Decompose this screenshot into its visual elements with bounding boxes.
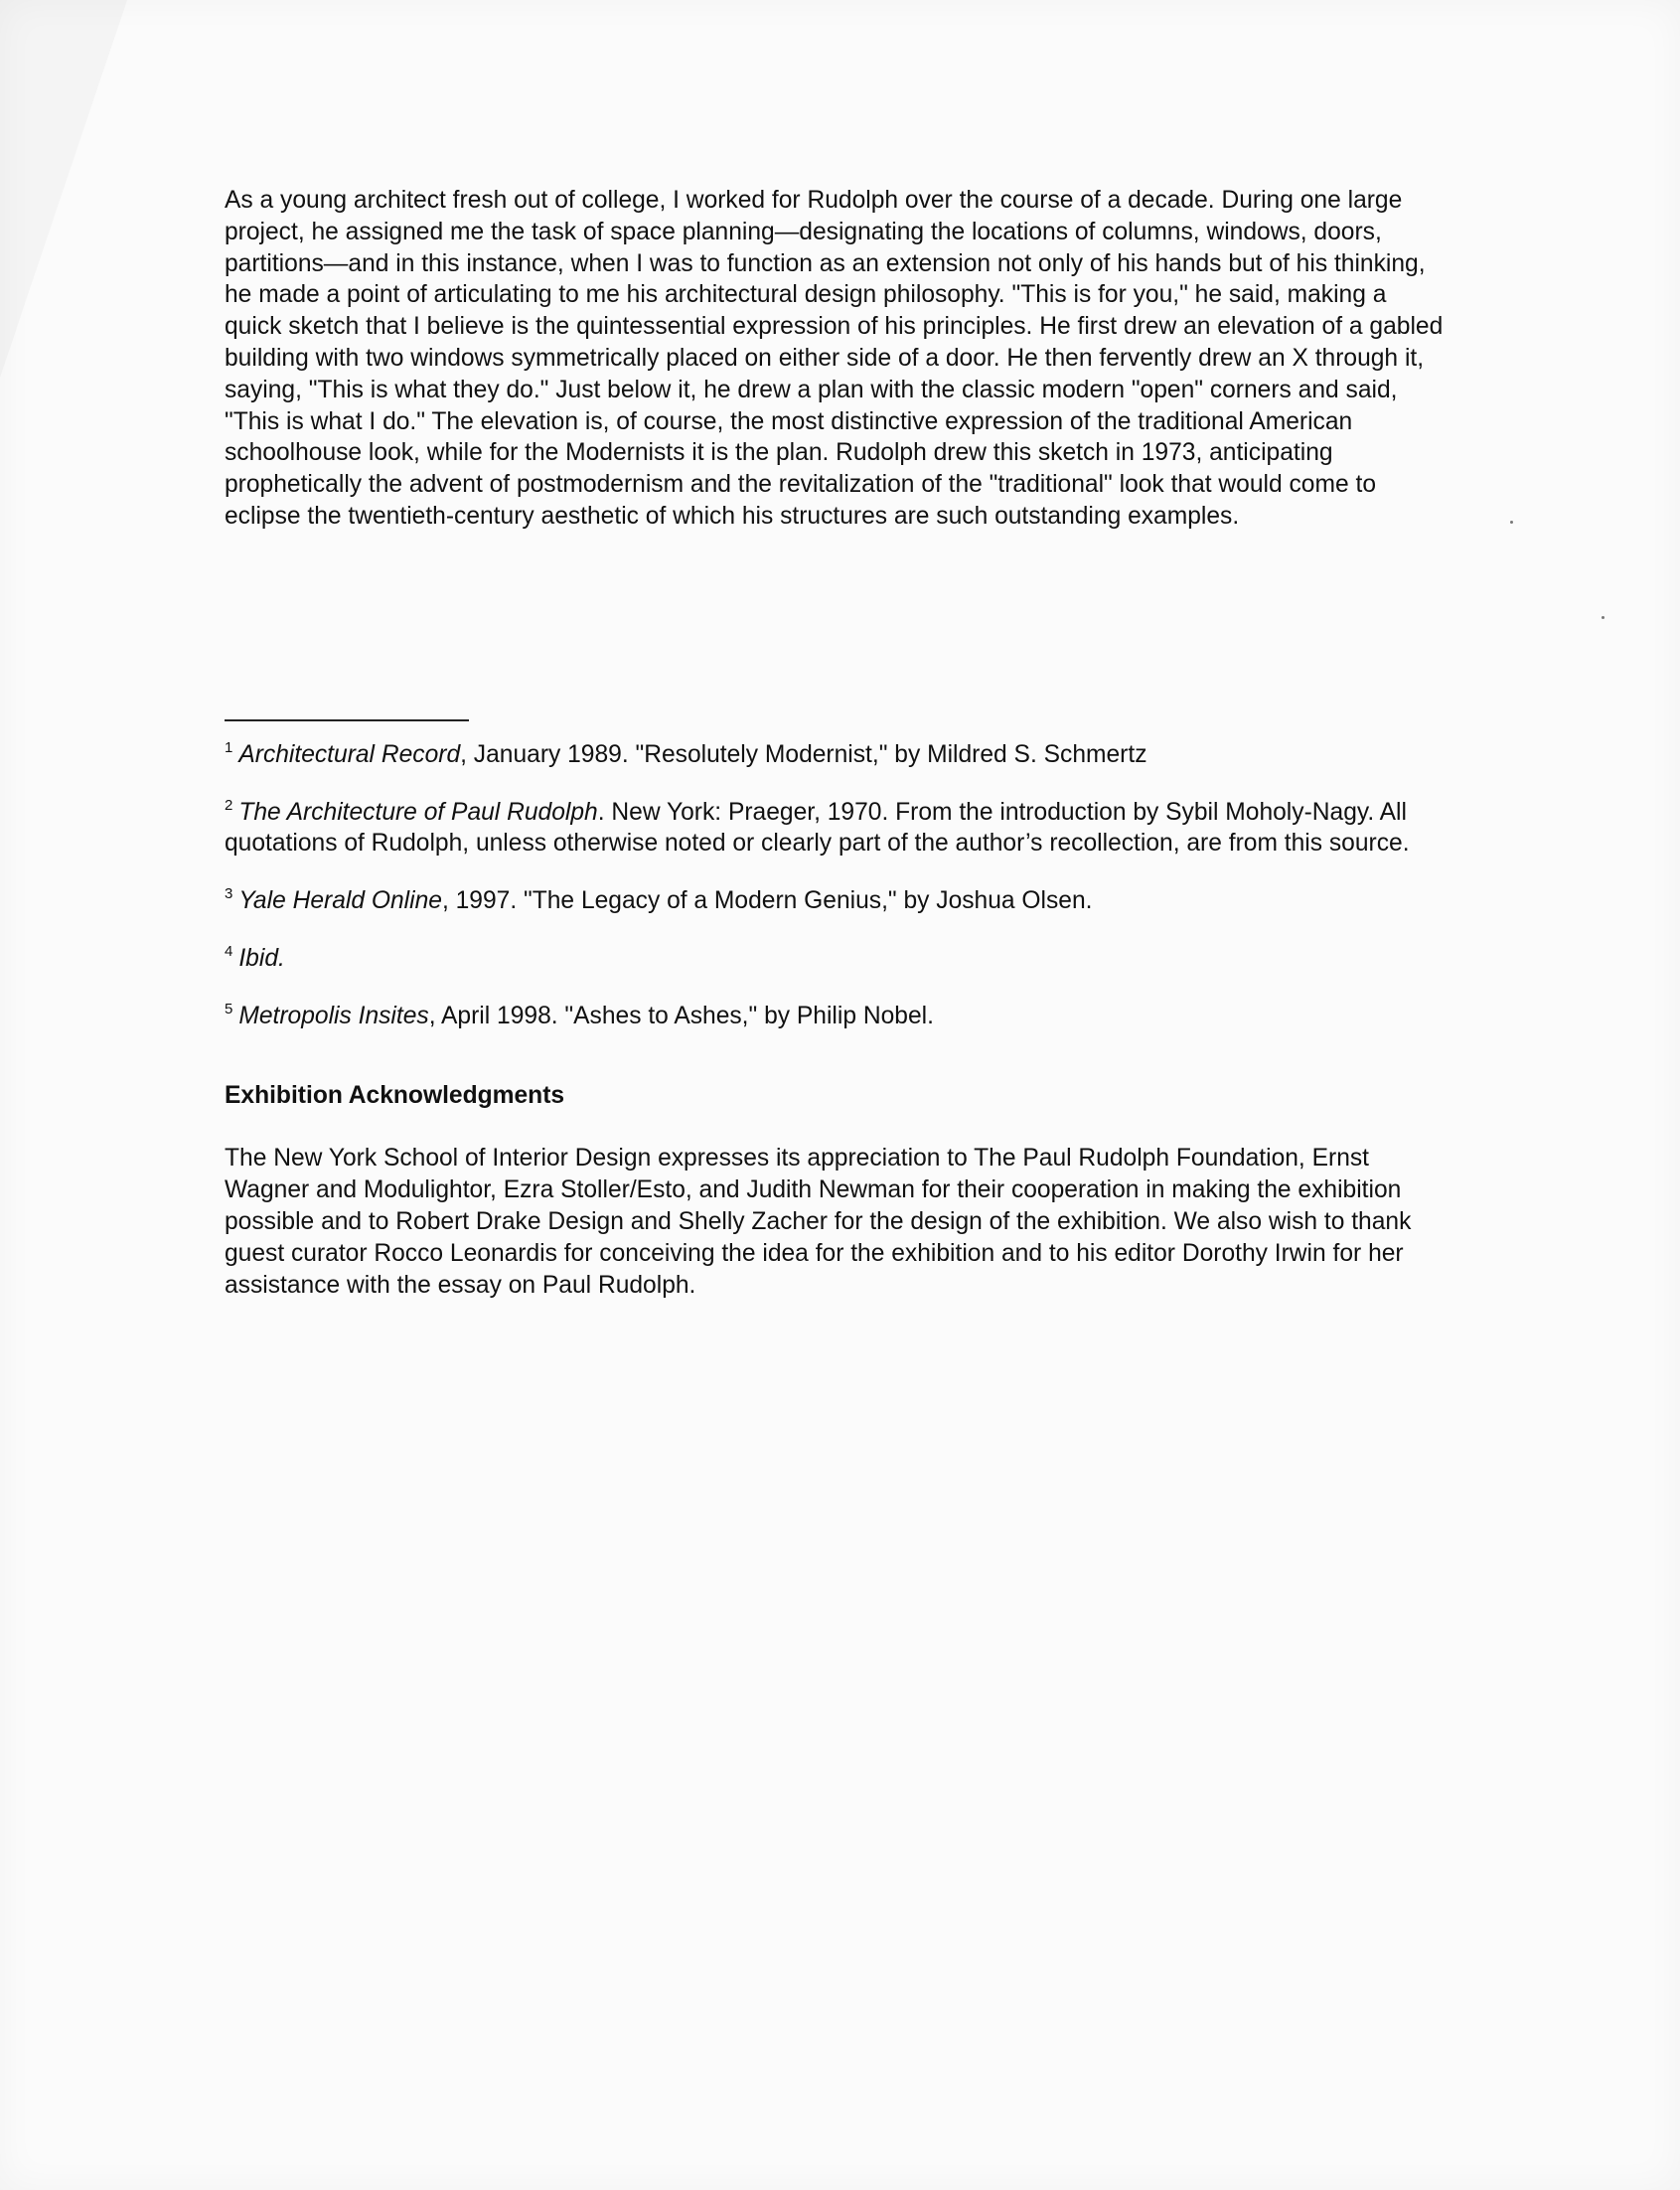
footnote-1	[225, 739, 1447, 771]
scan-speck	[1510, 521, 1513, 524]
footnotes-list	[225, 739, 1447, 1032]
footnote-divider	[225, 719, 469, 721]
acknowledgments-paragraph: The New York School of Interior Design expresses its appreciation to The Paul Rudolph Foundation, Ernst Wagner and Modulightor, Ezra Stoller/Esto, and Judith Newman for their cooperation in making the exhibition possible and to Robert Drake Design and Shelly Zacher for the design of the exhibition. We also wish to thank guest curator Rocco Leonardis for conceiving the idea for the exhibition and to his editor Dorothy Irwin for her assistance with the essay on Paul Rudolph.	[225, 1145, 1412, 1299]
footnote-source-title: Ibid.	[238, 944, 285, 972]
footnote-source-title: Architectural Record	[238, 740, 461, 768]
footnote-number: 1	[225, 738, 233, 756]
scan-speck	[1602, 616, 1604, 619]
footnote-number: 4	[225, 942, 233, 960]
footnote-text: , April 1998. "Ashes to Ashes," by Philip Nobel.	[428, 1002, 934, 1029]
main-paragraph: As a young architect fresh out of college, I worked for Rudolph over the course of a decade. During one large project, he assigned me the task of space planning—designating the locations of columns, windows, doors, partitions—and in this instance, when I was to function as an extension not only of his hands but of his thinking, he made a point of articulating to me his architectural design philosophy. "This is for you," he said, making a quick sketch that I believe is the quintessential expression of his principles. He first drew an elevation of a gabled building with two windows symmetrically placed on either side of a door. He then fervently drew an X through it, saying, "This is what they do." Just below it, he drew a plan with the classic modern "open" corners and said, "This is what I do." The elevation is, of course, the most distinctive expression of the traditional American schoolhouse look, while for the Modernists it is the plan. Rudolph drew this sketch in 1973, anticipating prophetically the advent of postmodernism and the revitalization of the "traditional" look that would come to eclipse the twentieth-century aesthetic of which his structures are such outstanding examples.	[225, 187, 1444, 530]
footnote-3	[225, 885, 1447, 917]
footnote-number: 2	[225, 796, 233, 814]
footnote-text: , 1997. "The Legacy of a Modern Genius," by Joshua Olsen.	[441, 887, 1093, 915]
footnote-source-title: Yale Herald Online	[238, 887, 442, 915]
footnote-number: 5	[225, 1000, 233, 1017]
footnote-4	[225, 943, 1447, 975]
footnote-number: 3	[225, 885, 233, 903]
acknowledgments-heading: Exhibition Acknowledgments	[225, 1081, 565, 1109]
footnote-5	[225, 1001, 1447, 1032]
document-body	[225, 185, 1447, 1301]
footnote-source-title: The Architecture of Paul Rudolph	[238, 798, 598, 826]
footnote-text: , January 1989. "Resolutely Modernist," by Mildred S. Schmertz	[460, 740, 1147, 768]
footnote-source-title: Metropolis Insites	[238, 1002, 429, 1029]
footnote-text: . New York: Praeger, 1970. From the introduction by Sybil Moholy-Nagy. All quotations of Rudolph, unless otherwise noted or clearly part of the author’s recollection, are from this source.	[225, 798, 1410, 858]
footnote-2	[225, 797, 1447, 860]
